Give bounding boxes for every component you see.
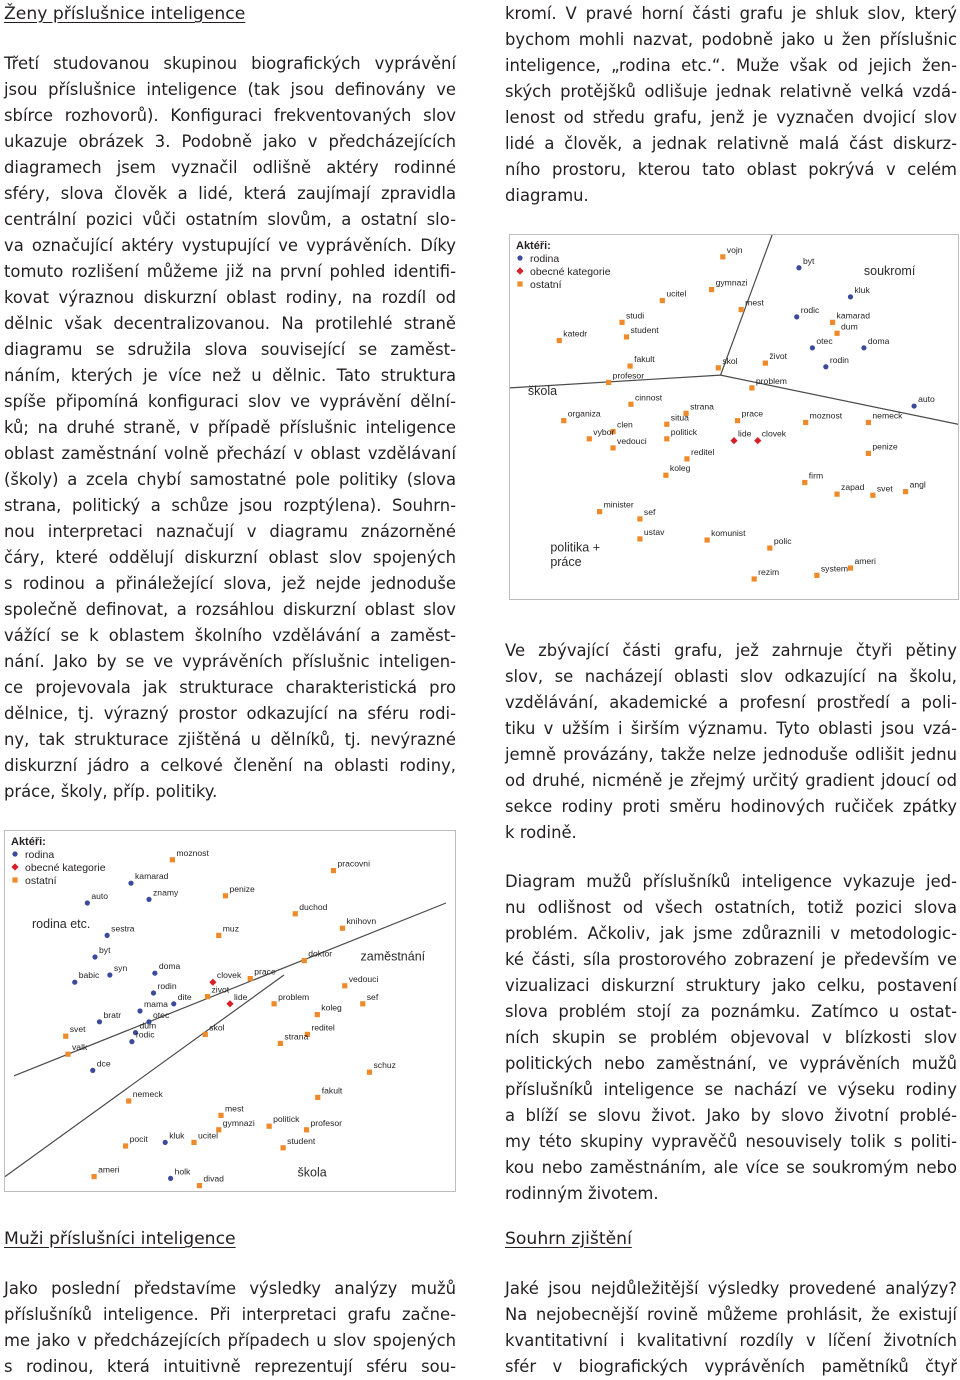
region-label: práce <box>550 555 582 570</box>
legend-marker-general <box>516 267 523 274</box>
point-marker <box>272 1001 277 1006</box>
paragraph-women-intelligentsia <box>4 51 456 805</box>
text-line: ny, tak strukturace zjištěná u dělníků, tj. nevýrazné <box>4 730 456 749</box>
point-label: bratr <box>103 1009 122 1020</box>
text-line: ce projevovala jak strukturace charakteristická pro <box>4 678 456 697</box>
point-label: ameri <box>854 556 876 567</box>
point-label: dum <box>841 321 858 332</box>
point-marker <box>223 893 228 898</box>
text-line: diskurzní jádro a celkové členění na oblasti rodiny, <box>4 756 456 775</box>
point-marker <box>304 1127 309 1132</box>
point-label: otec <box>816 335 833 346</box>
point-marker <box>752 576 757 581</box>
text-line: va označující aktéry vystupující ve vyprávěních. Díky <box>4 236 456 255</box>
paragraph-remaining-part <box>505 638 957 846</box>
text-line: jemně provázány, takže nelze jednoduše odlišit jednu <box>505 745 957 764</box>
point-label: gymnazi <box>222 1117 255 1128</box>
text-line: nání. Jako by se ve vyprávěních příslušnic inteligen- <box>4 652 456 671</box>
text-line: lenost od středu grafu, jenž je vyznačen dvojicí slov <box>505 108 957 127</box>
point-label: kluk <box>854 284 870 295</box>
heading-men-intelligentsia: Muži příslušníci inteligence <box>4 1229 236 1249</box>
point-marker <box>205 994 210 999</box>
point-marker <box>72 980 77 985</box>
point-marker <box>730 437 737 444</box>
paragraph-men-intelligentsia <box>4 1276 456 1380</box>
point-marker <box>749 385 754 390</box>
text-line: s rodinou a přináležející slova, jež nejde jednoduše <box>4 574 456 593</box>
point-label: penize <box>872 441 898 452</box>
text-line: Na nejobecnější rovině můžeme prohlásit, že existují <box>505 1305 957 1324</box>
text-line: ního prostoru, kterou tato oblast pokrývá v celém <box>505 160 957 179</box>
text-line: bychom mohli nazvat, podobně jako u žen příslušnic <box>505 30 957 49</box>
text-line: ké části, síla prostorového zobrazení je především ve <box>505 950 957 969</box>
point-label: lide <box>738 428 752 439</box>
point-label: angl <box>909 479 926 490</box>
point-label: ucitel <box>198 1130 219 1141</box>
point-label: nemeck <box>132 1089 163 1099</box>
point-marker <box>660 298 665 303</box>
point-label: sef <box>643 506 656 517</box>
point-marker <box>90 1068 95 1073</box>
legend-title: Aktéři: <box>516 240 551 252</box>
legend-label-family: rodina <box>530 253 560 265</box>
point-label: strana <box>284 1031 309 1042</box>
point-label: ustav <box>643 526 665 537</box>
point-marker <box>302 958 307 963</box>
point-marker <box>610 445 615 450</box>
text-line: lidé a člověk, a jednak relativně malá část diskurz- <box>505 134 957 153</box>
point-label: život <box>769 351 788 362</box>
text-line: diagramu. <box>505 186 589 205</box>
point-marker <box>191 1140 196 1145</box>
point-marker <box>97 1019 102 1024</box>
point-marker <box>830 320 835 325</box>
point-label: profesor <box>612 370 645 381</box>
text-line: slov, se nacházejí oblasti slov odkazující na školu, <box>505 667 957 686</box>
point-label: rodic <box>135 1029 155 1040</box>
text-line: tiku v užším i širším významu. Tyto oblasti jsou vzá- <box>505 719 957 738</box>
point-label: otec <box>153 1009 170 1020</box>
point-marker <box>587 436 592 441</box>
text-line: dělnic však decentralizovanou. Na protilehlé straně <box>4 314 456 333</box>
text-line: ních skupin se problém objevoval v blízkosti slov <box>505 1028 957 1047</box>
text-line: Jaké jsou nejdůležitější výsledky provedené analýzy? <box>505 1279 957 1298</box>
point-marker <box>557 338 562 343</box>
point-label: sef <box>366 991 379 1002</box>
legend-label-general: obecné kategorie <box>530 266 611 278</box>
point-marker <box>85 900 90 905</box>
region-label: škola <box>297 1165 327 1180</box>
legend-label-other: ostatní <box>530 279 562 291</box>
point-marker <box>105 933 110 938</box>
point-marker <box>870 493 875 498</box>
text-line: diagramu se sdružila slova související se zaměst- <box>4 340 456 359</box>
point-label: mest <box>745 297 764 308</box>
text-line: problém. Ačkoliv, jak jsme zdůraznili v metodologic- <box>505 924 957 943</box>
text-line: politických nebo zaměstnání, ve vyprávěních mužů <box>505 1054 957 1073</box>
heading-women-intelligentsia: Ženy příslušnice inteligence <box>4 4 246 24</box>
point-marker <box>637 516 642 521</box>
text-line: nou interpretaci naznačují v diagramu znázorněné <box>4 522 456 541</box>
point-label: clovek <box>761 428 787 439</box>
text-line: sféry, slova člověk a lidé, která zaujímají zpravidla <box>4 184 456 203</box>
text-line: strana, politický a schůze jsou rozptýlena). Souhrn- <box>4 496 456 515</box>
point-marker <box>278 1041 283 1046</box>
figure-men-intelligentsia <box>4 830 456 1192</box>
point-label: svet <box>69 1024 86 1035</box>
point-label: politick <box>670 426 698 437</box>
point-marker <box>128 881 133 886</box>
point-marker <box>123 1143 128 1148</box>
point-label: firm <box>808 470 824 481</box>
point-label: mest <box>225 1103 244 1114</box>
point-marker <box>92 1174 97 1179</box>
point-label: svet <box>876 483 893 494</box>
point-marker <box>281 1145 286 1150</box>
point-marker <box>171 1001 176 1006</box>
point-marker <box>293 911 298 916</box>
point-marker <box>65 1052 70 1057</box>
point-label: rezim <box>758 566 780 577</box>
point-marker <box>664 422 669 427</box>
text-line: centrální pozici vůči ostatním slovům, a ostatní slo- <box>4 210 456 229</box>
point-label: reditel <box>311 1022 335 1033</box>
text-line: sbírce rozhovorů). Konfiguraci frekventovaných slov <box>4 106 456 125</box>
point-label: mama <box>144 999 168 1009</box>
text-line: tomuto rozlišení můžeme již na první pohled identifi- <box>4 262 456 281</box>
text-line: vážící se k oblastem školního vzdělávání a zaměst- <box>4 626 456 645</box>
point-label: penize <box>229 883 255 894</box>
text-line: sfér v biografických vyprávěních pamětníků čtyř <box>505 1357 957 1376</box>
point-marker <box>107 972 112 977</box>
point-label: clen <box>617 419 633 430</box>
text-line: od druhé, nicméně je zřejmý určitý gradient jdoucí od <box>505 771 957 790</box>
point-marker <box>342 983 347 988</box>
point-marker <box>126 1098 131 1103</box>
point-marker <box>168 1176 173 1181</box>
point-marker <box>767 545 772 550</box>
text-line: dělnice, tj. výrazný prostor odkazující na sféru rodi- <box>4 704 456 723</box>
text-line: kovat výraznou diskurzní oblast rodiny, na rozdíl od <box>4 288 456 307</box>
point-label: zapad <box>841 482 865 493</box>
point-label: reditel <box>690 446 715 457</box>
text-line: ských protějšků odlišuje jednak relativně velká vzdá- <box>505 82 957 101</box>
point-label: babic <box>78 970 100 981</box>
point-label: ameri <box>98 1164 120 1175</box>
legend-marker-family <box>12 851 17 856</box>
point-marker <box>823 364 828 369</box>
point-label: ucitel <box>666 288 687 299</box>
legend-label-other: ostatní <box>25 875 57 887</box>
point-label: auto <box>91 891 109 901</box>
point-label: pocit <box>129 1134 148 1144</box>
point-marker <box>720 254 725 259</box>
point-marker <box>216 933 221 938</box>
point-label: pracovni <box>337 858 370 869</box>
text-line: vzdělávání, akademické a profesní prostředí a poli- <box>505 693 957 712</box>
point-label: student <box>630 324 659 335</box>
paragraph-problem-word <box>505 869 957 1207</box>
text-line: rodinným životem. <box>505 1184 659 1203</box>
point-label: komunist <box>711 528 746 539</box>
text-line: práce, školy, příp. politiky. <box>4 782 218 801</box>
text-line: slova problém stojí za poznámku. Zatímco u ostat- <box>505 1002 957 1021</box>
point-label: skol <box>722 355 738 366</box>
point-label: duchod <box>299 901 328 912</box>
legend-marker-family <box>517 255 522 260</box>
point-label: rodin <box>829 354 849 365</box>
point-label: znamy <box>153 887 179 898</box>
point-label: moznost <box>176 847 209 858</box>
point-label: vojn <box>726 244 743 255</box>
point-label: doma <box>867 335 890 346</box>
point-label: koleg <box>669 463 691 474</box>
text-line: ků; na druhé straně, v případě příslušnic inteligence <box>4 418 456 437</box>
point-marker <box>903 489 908 494</box>
point-marker <box>146 897 151 902</box>
point-label: byt <box>99 945 111 955</box>
point-marker <box>619 320 624 325</box>
text-line: Ve zbývající části grafu, jež zahrnuje čtyři pětiny <box>505 641 957 660</box>
text-line: kromí. V pravé horní části grafu je shluk slov, který <box>505 4 957 23</box>
point-label: prace <box>741 408 764 419</box>
text-line: kvantitativní i kvalitativní rozdíly v líčení životních <box>505 1331 957 1350</box>
point-label: divad <box>203 1173 224 1184</box>
point-marker <box>137 1008 142 1013</box>
point-label: doktor <box>308 948 333 959</box>
point-label: rodin <box>157 981 177 991</box>
point-marker <box>170 857 175 862</box>
text-line: Třetí studovanou skupinou biografických vyprávění <box>4 54 456 73</box>
point-marker <box>315 1012 320 1017</box>
point-marker <box>203 1032 208 1037</box>
text-line: my této skupiny vypravěčů nesouvisely tolik s politi- <box>505 1132 957 1151</box>
text-line: příslušníků inteligence se nachází ve výseku rodiny <box>505 1080 957 1099</box>
point-label: politick <box>273 1114 300 1125</box>
text-line: s rodinou, která intuitivně reprezentují sféru sou- <box>4 1357 456 1376</box>
point-marker <box>628 402 633 407</box>
point-label: kluk <box>169 1130 185 1141</box>
point-label: situa <box>670 412 689 423</box>
point-marker <box>315 1095 320 1100</box>
figure-women-intelligentsia <box>509 234 959 600</box>
point-label: katedr <box>563 328 588 339</box>
point-marker <box>561 418 566 423</box>
text-line: a blíží se slovu život. Jako by slovo životní problé- <box>505 1106 957 1125</box>
legend-label-general: obecné kategorie <box>25 862 106 874</box>
point-marker <box>606 380 611 385</box>
text-line: spíše připomíná konfiguraci slov ve vyprávění dělní- <box>4 392 456 411</box>
point-label: fakult <box>634 354 655 365</box>
point-marker <box>664 436 669 441</box>
text-line: ukazuje obrázek 3. Podobně jako v předcházejících <box>4 132 456 151</box>
text-line: (školy) a zcela chybí samostatné pole politiky (slova <box>4 470 456 489</box>
legend-title: Aktéři: <box>11 836 46 848</box>
point-marker <box>63 1034 68 1039</box>
point-marker <box>92 954 97 959</box>
legend-label-family: rodina <box>25 849 55 861</box>
region-label: politika + <box>550 540 601 555</box>
paragraph-private-sphere <box>505 1 957 209</box>
text-line: náním, kterých je více než u dělnic. Tato struktura <box>4 366 456 385</box>
point-marker <box>794 314 799 319</box>
legend-marker-other <box>517 281 522 286</box>
point-marker <box>802 480 807 485</box>
point-marker <box>739 307 744 312</box>
point-label: vybor <box>593 426 615 437</box>
point-label: minister <box>603 499 634 510</box>
point-label: strana <box>690 401 714 412</box>
point-label: valk <box>72 1042 88 1053</box>
point-label: kamarad <box>836 310 870 321</box>
point-marker <box>331 868 336 873</box>
point-label: koleg <box>321 1002 342 1013</box>
point-label: zivot <box>211 984 230 995</box>
heading-summary: Souhrn zjištění <box>505 1229 632 1249</box>
point-label: syn <box>113 963 128 973</box>
point-marker <box>848 565 853 570</box>
point-label: rodic <box>800 304 820 315</box>
text-line: příslušníků inteligence. Při interpretaci grafu začne- <box>4 1305 456 1324</box>
point-label: vedouci <box>617 435 647 446</box>
point-marker <box>226 1000 233 1007</box>
point-marker <box>663 473 668 478</box>
point-marker <box>163 1140 168 1145</box>
point-label: clovek <box>216 970 242 981</box>
point-label: fakult <box>321 1085 343 1096</box>
text-line: čáry, které oddělují diskurzní oblast slov spojených <box>4 548 456 567</box>
point-label: profesor <box>310 1117 343 1128</box>
point-marker <box>709 287 714 292</box>
region-label: rodina etc. <box>32 917 91 932</box>
point-label: knihovn <box>346 916 377 927</box>
point-marker <box>803 420 808 425</box>
region-label: zaměstnání <box>360 949 426 964</box>
point-marker <box>796 265 801 270</box>
text-line: společně definovat, a rozsáhlou diskurzní oblast slov <box>4 600 456 619</box>
text-line: kou nebo zaměstnáním, ale více se soukromým nebo <box>505 1158 957 1177</box>
point-marker <box>624 334 629 339</box>
point-label: cinnost <box>634 392 663 403</box>
region-label: škola <box>527 384 558 399</box>
point-label: vedouci <box>348 973 379 984</box>
point-label: byt <box>802 255 815 266</box>
point-label: auto <box>918 394 935 405</box>
point-label: doma <box>158 961 181 972</box>
text-line: nu odlišnost od všech ostatních, totiž pozici slova <box>505 898 957 917</box>
point-label: holk <box>174 1166 191 1177</box>
text-line: oblast zaměstnání volně přechází v oblast vzdělávaní <box>4 444 456 463</box>
point-label: dum <box>139 1020 157 1031</box>
point-label: dite <box>177 991 192 1002</box>
legend-marker-other <box>12 877 17 882</box>
text-line: Jako poslední představíme výsledky analýzy mužů <box>4 1279 456 1298</box>
point-marker <box>848 294 853 299</box>
text-line: k rodině. <box>505 823 577 842</box>
legend <box>516 240 611 291</box>
point-label: gymnazi <box>715 277 748 288</box>
text-line: vizualizaci diskurzní struktury jako celku, postavení <box>505 976 957 995</box>
point-label: lide <box>234 991 248 1002</box>
point-marker <box>814 573 819 578</box>
point-label: muz <box>222 923 239 934</box>
region-label: soukromí <box>863 264 916 279</box>
point-marker <box>367 1070 372 1075</box>
point-label: problem <box>278 991 310 1002</box>
point-label: polic <box>773 536 792 547</box>
legend <box>11 836 106 887</box>
text-line: me jako v předcházejících případech u slov spojených <box>4 1331 456 1350</box>
point-label: dce <box>96 1058 111 1069</box>
point-marker <box>151 990 156 995</box>
point-label: schuz <box>373 1060 396 1071</box>
text-line: jsou příslušnice inteligence (tak jsou definovány ve <box>4 80 456 99</box>
point-marker <box>129 1039 134 1044</box>
text-line: sekce rodiny proti směru hodinových ručiček zpátky <box>505 797 957 816</box>
point-marker <box>866 420 871 425</box>
point-marker <box>152 971 157 976</box>
point-marker <box>735 418 740 423</box>
point-marker <box>861 345 866 350</box>
point-marker <box>637 536 642 541</box>
text-line: diagramech jsem vyznačil odlišně aktéry rodinné <box>4 158 456 177</box>
point-label: system <box>820 563 849 574</box>
point-label: moznost <box>809 410 843 421</box>
point-label: kamarad <box>135 871 169 882</box>
point-marker <box>597 509 602 514</box>
diagram-svg <box>5 831 455 1191</box>
point-marker <box>267 1124 272 1129</box>
point-label: skol <box>209 1022 225 1033</box>
point-label: student <box>287 1135 316 1146</box>
point-marker <box>866 451 871 456</box>
point-marker <box>627 363 632 368</box>
point-marker <box>834 492 839 497</box>
point-marker <box>716 365 721 370</box>
point-marker <box>340 926 345 931</box>
point-label: problem <box>755 375 787 386</box>
point-label: studi <box>626 310 645 321</box>
point-label: sestra <box>111 923 135 934</box>
point-marker <box>754 437 761 444</box>
point-marker <box>763 361 768 366</box>
legend-marker-general <box>11 863 18 870</box>
text-line: Diagram mužů příslušníků inteligence vykazuje jed- <box>505 872 957 891</box>
point-marker <box>197 1183 202 1188</box>
point-marker <box>248 976 253 981</box>
point-marker <box>911 403 916 408</box>
point-marker <box>810 345 815 350</box>
point-marker <box>834 331 839 336</box>
text-line: inteligence, „rodina etc.“. Muže však od jejich žen- <box>505 56 957 75</box>
point-marker <box>705 537 710 542</box>
paragraph-summary <box>505 1276 957 1380</box>
point-label: prace <box>254 966 276 977</box>
point-marker <box>360 1001 365 1006</box>
point-label: nemeck <box>872 410 903 421</box>
point-label: organiza <box>567 408 601 419</box>
diagram-svg <box>510 235 958 599</box>
point-marker <box>684 456 689 461</box>
